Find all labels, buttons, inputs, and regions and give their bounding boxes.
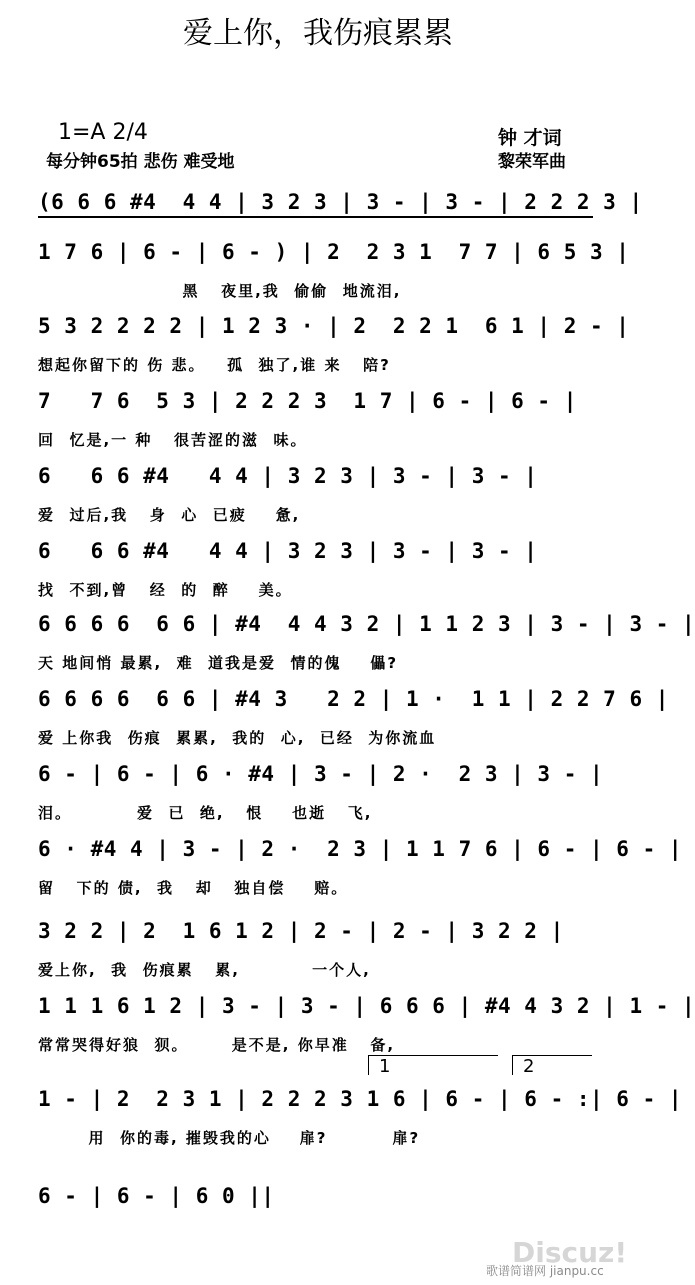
composer-credit: 黎荣军曲 [498, 152, 566, 172]
score-line [0, 236, 636, 308]
score-line [0, 310, 636, 382]
notation-row: 7 7 6 5 3 | 2 2 2 3 1 7 | 6 - | 6 - | [38, 389, 577, 413]
notation-row: 5 3 2 2 2 2 | 1 2 3 · | 2 2 2 1 6 1 | 2 - | [38, 314, 630, 338]
notation-row: (6 6 6 #4 4 4 | 3 2 3 | 3 - | 3 - | 2 2 2 3 | [38, 190, 643, 214]
notation-row: 6 6 6 6 6 6 | #4 3 2 2 | 1 · 1 1 | 2 2 7 6 | [38, 687, 669, 711]
score-line [0, 535, 636, 607]
score-line [0, 915, 636, 987]
notation-row: 6 6 6 #4 4 4 | 3 2 3 | 3 - | 3 - | [38, 464, 538, 488]
song-title: 爱上你，我伤痕累累 [183, 16, 453, 51]
lyric-row: 爱 过后,我 身 心 已疲 惫, [38, 506, 301, 524]
score-line [0, 833, 683, 905]
notation-row: 6 - | 6 - | 6 0 || [38, 1184, 275, 1208]
lyric-row: 找 不到,曾 经 的 醉 美。 [38, 581, 293, 599]
lyricist-credit: 钟 才词 [498, 127, 562, 149]
watermark-text: 歌谱简谱网 jianpu.cc [486, 1264, 604, 1278]
lyric-row: 天 地间悄 最累, 难 道我是爱 情的傀 儡? [38, 654, 399, 672]
tempo-marking: 每分钟65拍 悲伤 难受地 [46, 152, 235, 172]
lyric-row: 留 下的 债, 我 却 独自偿 赔。 [38, 879, 349, 897]
notation-row: 6 6 6 6 6 6 | #4 4 4 3 2 | 1 1 2 3 | 3 - | 3 - | [38, 612, 695, 636]
lyric-row: 爱 上你我 伤痕 累累, 我的 心, 已经 为你流血 [38, 729, 437, 747]
lyric-row: 回 忆是,一 种 很苦涩的滋 味。 [38, 431, 308, 449]
score-line [0, 460, 636, 532]
notation-row: 1 1 1 6 1 2 | 3 - | 3 - | 6 6 6 | #4 4 3 2 | 1 - | [38, 994, 695, 1018]
beam-line [38, 216, 593, 218]
volta-bracket-first: 1 [368, 1055, 498, 1075]
lyric-row: 爱上你, 我 伤痕累 累, 一个人, [38, 961, 371, 979]
key-signature: 1=A 2/4 [58, 120, 148, 145]
score-line [0, 990, 695, 1062]
lyric-row: 黑 夜里,我 偷偷 地流泪, [38, 282, 402, 300]
score-line [0, 385, 636, 457]
notation-row: 1 7 6 | 6 - | 6 - ) | 2 2 3 1 7 7 | 6 5 3 | [38, 240, 630, 264]
lyric-row: 想起你留下的 伤 悲。 孤 独了,谁 来 陪? [38, 356, 391, 374]
notation-row: 3 2 2 | 2 1 6 1 2 | 2 - | 2 - | 3 2 2 | [38, 919, 564, 943]
lyric-row: 用 你的毒, 摧毁我的心 扉? 扉? [38, 1129, 421, 1147]
notation-row: 6 6 6 #4 4 4 | 3 2 3 | 3 - | 3 - | [38, 539, 538, 563]
volta-bracket-second: 2 [512, 1055, 592, 1075]
watermark-logo: Discuz! [512, 1236, 628, 1269]
lyric-row: 常常哭得好狼 狈。 是不是, 你早准 备, [38, 1036, 396, 1054]
lyric-row: 泪。 爱 已 绝, 恨 也逝 飞, [38, 804, 373, 822]
notation-row: 6 - | 6 - | 6 · #4 | 3 - | 2 · 2 3 | 3 - | [38, 762, 604, 786]
notation-row: 1 - | 2 2 3 1 | 2 2 2 3 1 6 | 6 - | 6 - :| 6 - | [38, 1087, 683, 1111]
score-line [0, 608, 695, 680]
notation-row: 6 · #4 4 | 3 - | 2 · 2 3 | 1 1 7 6 | 6 - | 6 - | [38, 837, 683, 861]
score-line [0, 683, 669, 755]
score-line [0, 758, 636, 830]
score-line [0, 1083, 683, 1155]
